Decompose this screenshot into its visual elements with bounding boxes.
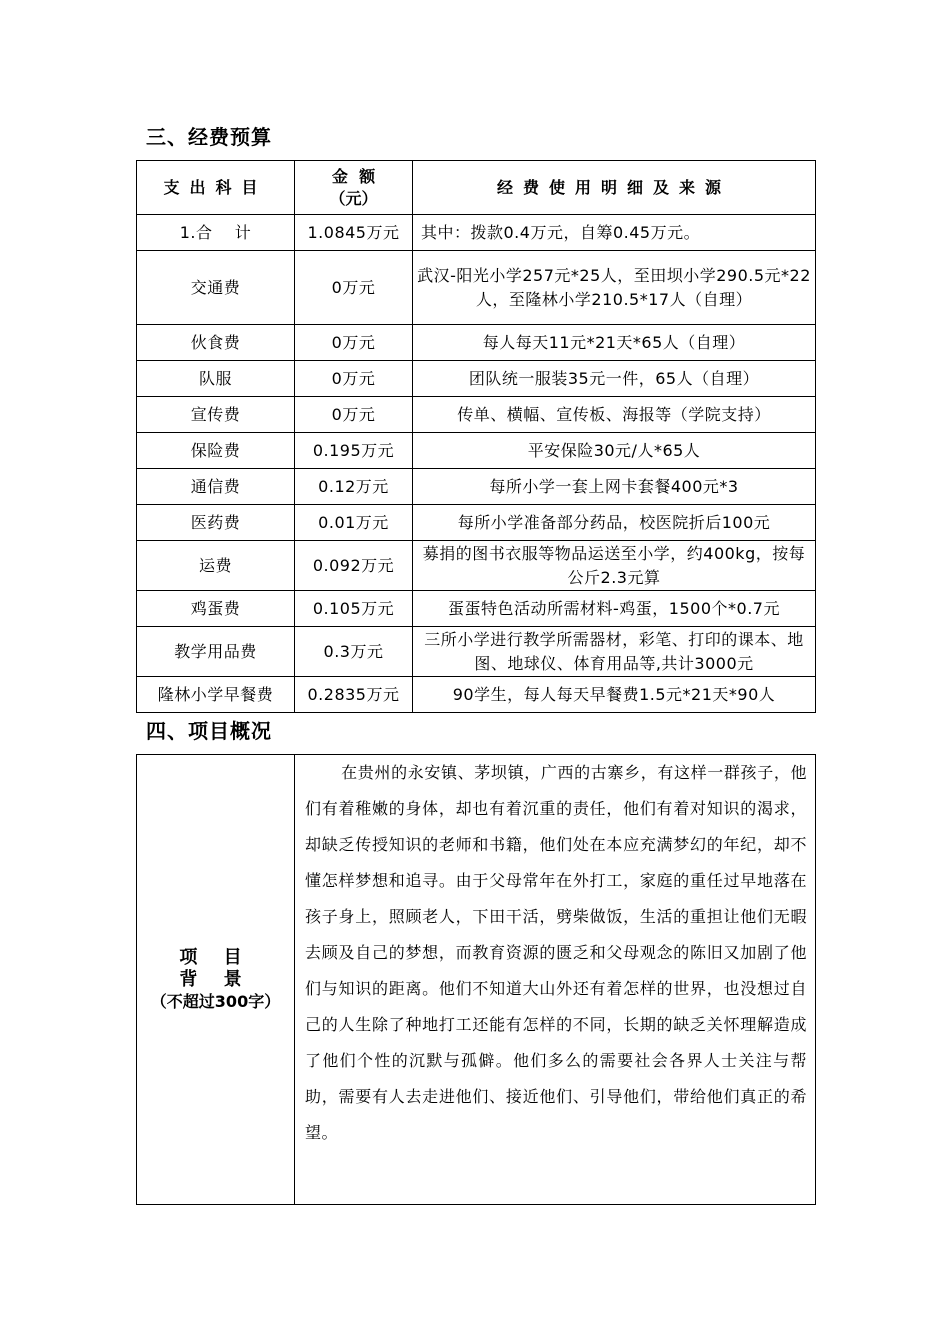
background-paragraph: 在贵州的永安镇、茅坝镇，广西的古寨乡，有这样一群孩子，他们有着稚嫩的身体，却也有着沉重的责任，他们有着对知识的渴求，却缺乏传授知识的老师和书籍，他们处在本应充满梦幻的年纪，却不懂怎样梦想和追寻。由于父母常年在外打工，家庭的重任过早地落在孩子身上，照顾老人，下田干活，劈柴做饭，生活的重担让他们无暇去顾及自己的梦想，而教育资源的匮乏和父母观念的陈旧又加剧了他们与知识的距离。他们不知道大山外还有着怎样的世界，也没想过自己的人生除了种地打工还能有怎样的不同，长期的缺乏关怀理解造成了他们个性的沉默与孤僻。他们多么的需要社会各界人士关注与帮助，需要有人去走进他们、接近他们、引导他们，带给他们真正的希望。 [305,763,807,1142]
row-detail: 武汉-阳光小学257元*25人，至田坝小学290.5元*22人，至隆林小学210.5*17人（自理） [413,251,816,325]
row-subject: 保险费 [137,433,295,469]
row-amount: 0万元 [295,361,413,397]
overview-table [136,754,816,1205]
table-row [137,505,816,541]
row-amount: 0.195万元 [295,433,413,469]
row-subject: 隆林小学早餐费 [137,677,295,713]
row-subject: 交通费 [137,251,295,325]
table-row [137,591,816,627]
table-row [137,469,816,505]
budget-table [136,160,816,713]
header-detail: 经费使用明细及来源 [413,161,816,215]
row-amount: 0万元 [295,397,413,433]
row-detail: 团队统一服装35元一件，65人（自理） [413,361,816,397]
section-title-overview: 四、项目概况 [146,719,272,743]
table-row [137,361,816,397]
table-row [137,397,816,433]
budget-header-row [137,161,816,215]
header-amount-line2: （元） [329,188,378,208]
row-subject: 1.合 计 [137,215,295,251]
row-amount: 0.092万元 [295,541,413,591]
background-text [295,755,816,1205]
row-detail: 每人每天11元*21天*65人（自理） [413,325,816,361]
row-detail: 90学生，每人每天早餐费1.5元*21天*90人 [413,677,816,713]
row-subject: 伙食费 [137,325,295,361]
row-amount: 0.3万元 [295,627,413,677]
row-detail: 每所小学准备部分药品，校医院折后100元 [413,505,816,541]
background-label-line1: 项 目 [179,946,252,968]
row-detail: 蛋蛋特色活动所需材料-鸡蛋，1500个*0.7元 [413,591,816,627]
row-amount: 0.12万元 [295,469,413,505]
row-subject: 宣传费 [137,397,295,433]
row-amount: 1.0845万元 [295,215,413,251]
header-amount-line1: 金 额 [331,166,376,186]
background-label [137,755,295,1205]
row-subject: 队服 [137,361,295,397]
row-detail: 募捐的图书衣服等物品运送至小学，约400kg，按每公斤2.3元算 [413,541,816,591]
overview-row [137,755,816,1205]
row-subject: 教学用品费 [137,627,295,677]
row-detail: 传单、横幅、宣传板、海报等（学院支持） [413,397,816,433]
row-detail: 其中：拨款0.4万元，自筹0.45万元。 [413,215,816,251]
row-detail: 每所小学一套上网卡套餐400元*3 [413,469,816,505]
row-subject: 医药费 [137,505,295,541]
table-row [137,627,816,677]
header-amount [295,161,413,215]
table-row [137,251,816,325]
table-row [137,677,816,713]
header-subject: 支出科目 [137,161,295,215]
section-title-budget: 三、经费预算 [146,125,272,149]
row-amount: 0万元 [295,251,413,325]
row-amount: 0.2835万元 [295,677,413,713]
row-subject: 鸡蛋费 [137,591,295,627]
background-label-line2: 背 景 [179,968,252,990]
table-row [137,541,816,591]
background-label-note: （不超过300字） [150,991,281,1011]
row-amount: 0.105万元 [295,591,413,627]
row-detail: 三所小学进行教学所需器材，彩笔、打印的课本、地图、地球仪、体育用品等,共计3000元 [413,627,816,677]
table-row [137,433,816,469]
row-amount: 0万元 [295,325,413,361]
table-row [137,215,816,251]
row-amount: 0.01万元 [295,505,413,541]
row-subject: 运费 [137,541,295,591]
table-row [137,325,816,361]
row-subject: 通信费 [137,469,295,505]
row-detail: 平安保险30元/人*65人 [413,433,816,469]
